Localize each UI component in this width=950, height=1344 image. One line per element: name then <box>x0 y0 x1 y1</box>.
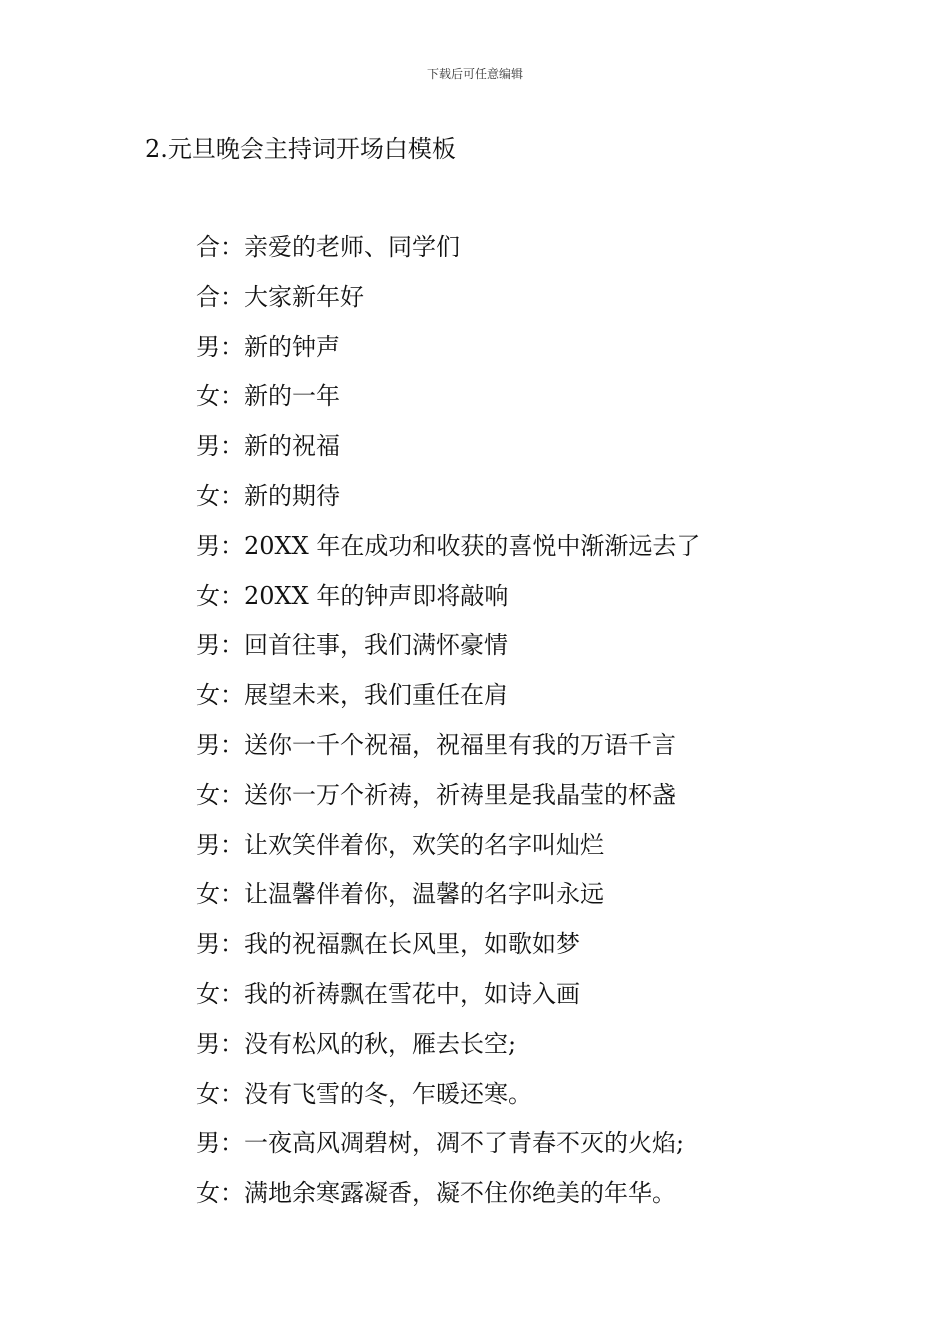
line-text: 亲爱的老师、同学们 <box>244 233 460 261</box>
speaker-separator: ： <box>220 382 244 411</box>
script-line <box>196 678 700 728</box>
line-text: 我的祈祷飘在雪花中，如诗入画 <box>244 979 580 1008</box>
script-lines <box>196 230 700 1226</box>
script-line <box>196 877 700 927</box>
line-text: 回首往事，我们满怀豪情 <box>244 631 508 660</box>
speaker-separator: ： <box>220 730 244 759</box>
speaker-separator: ： <box>220 282 244 311</box>
script-line <box>196 927 700 977</box>
script-line <box>196 330 700 380</box>
speaker-label: 女 <box>196 581 220 610</box>
speaker-label: 男 <box>196 1029 220 1058</box>
line-text: 没有飞雪的冬，乍暖还寒。 <box>244 1079 532 1108</box>
line-text: 20XX 年在成功和收获的喜悦中渐渐远去了 <box>244 531 701 560</box>
speaker-label: 男 <box>196 930 220 959</box>
line-text: 满地余寒露凝香，凝不住你绝美的年华。 <box>244 1179 676 1208</box>
speaker-separator: ： <box>220 1079 244 1108</box>
script-line <box>196 529 700 579</box>
speaker-label: 女 <box>196 979 220 1008</box>
line-text: 新的一年 <box>244 382 340 411</box>
speaker-label: 男 <box>196 830 220 859</box>
line-text: 一夜高风凋碧树，凋不了青春不灭的火焰; <box>244 1129 685 1158</box>
line-text: 让温馨伴着你，温馨的名字叫永远 <box>244 880 604 909</box>
speaker-separator: ： <box>220 930 244 959</box>
line-text: 新的期待 <box>244 481 340 510</box>
script-line <box>196 429 700 479</box>
line-text: 没有松风的秋，雁去长空; <box>244 1029 517 1058</box>
speaker-label: 男 <box>196 631 220 660</box>
speaker-label: 女 <box>196 382 220 411</box>
speaker-separator: ： <box>220 1129 244 1158</box>
speaker-separator: ： <box>220 830 244 859</box>
script-line <box>196 1077 700 1127</box>
speaker-separator: ： <box>220 780 244 809</box>
speaker-separator: ： <box>220 681 244 710</box>
line-text: 送你一千个祝福，祝福里有我的万语千言 <box>244 730 676 759</box>
document-title: 2.元旦晚会主持词开场白模板 <box>145 135 456 163</box>
script-line <box>196 280 700 330</box>
speaker-label: 女 <box>196 681 220 710</box>
page-header-note: 下载后可任意编辑 <box>426 67 523 81</box>
script-line <box>196 778 700 828</box>
script-line <box>196 1126 700 1176</box>
speaker-label: 男 <box>196 531 220 560</box>
speaker-label: 男 <box>196 1129 220 1158</box>
speaker-label: 女 <box>196 1079 220 1108</box>
speaker-label: 男 <box>196 332 220 361</box>
speaker-separator: ： <box>220 979 244 1008</box>
speaker-separator: ： <box>220 1179 244 1208</box>
script-line <box>196 579 700 629</box>
speaker-separator: ： <box>220 880 244 909</box>
speaker-label: 女 <box>196 1179 220 1208</box>
script-line <box>196 828 700 878</box>
script-line <box>196 1027 700 1077</box>
speaker-label: 男 <box>196 432 220 461</box>
speaker-separator: ： <box>220 1029 244 1058</box>
speaker-label: 女 <box>196 780 220 809</box>
line-text: 送你一万个祈祷，祈祷里是我晶莹的杯盏 <box>244 780 676 809</box>
speaker-label: 合 <box>196 282 220 311</box>
speaker-separator: ： <box>220 481 244 510</box>
line-text: 大家新年好 <box>244 282 364 311</box>
speaker-separator: ： <box>220 432 244 461</box>
speaker-separator: ： <box>220 631 244 660</box>
speaker-separator: ： <box>220 581 244 610</box>
speaker-separator: ： <box>220 233 244 261</box>
speaker-separator: ： <box>220 531 244 560</box>
speaker-label: 合 <box>196 233 220 261</box>
script-line <box>196 479 700 529</box>
line-text: 新的祝福 <box>244 432 340 461</box>
line-text: 20XX 年的钟声即将敲响 <box>244 581 509 610</box>
script-line <box>196 728 700 778</box>
speaker-label: 男 <box>196 730 220 759</box>
line-text: 新的钟声 <box>244 332 340 361</box>
script-line <box>196 230 700 280</box>
script-line <box>196 1176 700 1226</box>
line-text: 我的祝福飘在长风里，如歌如梦 <box>244 930 580 959</box>
speaker-label: 女 <box>196 481 220 510</box>
script-line <box>196 379 700 429</box>
script-line <box>196 628 700 678</box>
line-text: 让欢笑伴着你，欢笑的名字叫灿烂 <box>244 830 604 859</box>
speaker-separator: ： <box>220 332 244 361</box>
script-line <box>196 977 700 1027</box>
speaker-label: 女 <box>196 880 220 909</box>
line-text: 展望未来，我们重任在肩 <box>244 681 508 710</box>
